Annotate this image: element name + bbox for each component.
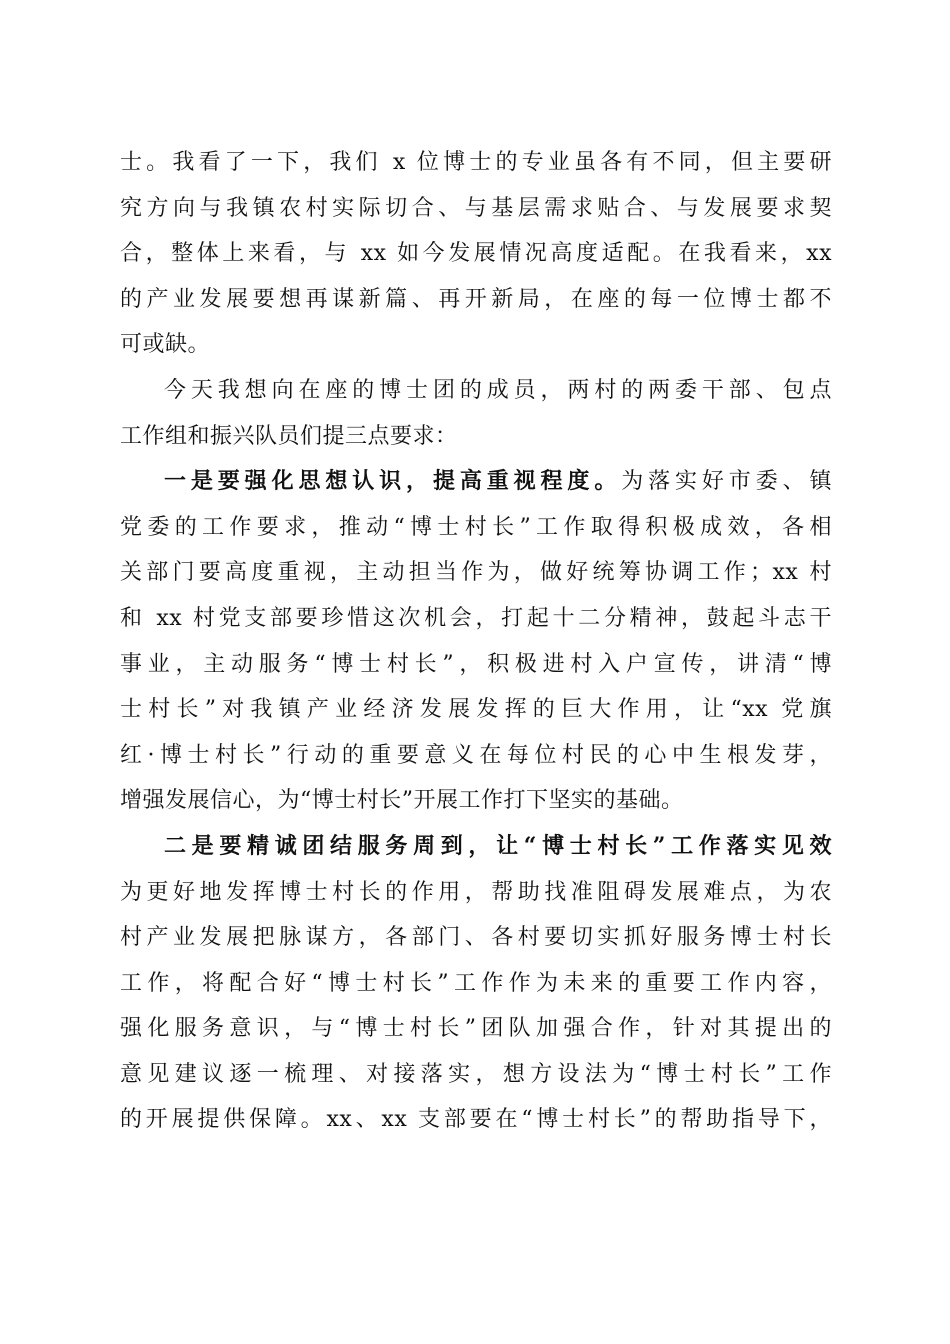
text-line: 党委的工作要求，推动“博士村长”工作取得积极成效，各相 [120,514,832,540]
heading-line-1 [120,459,832,505]
text-line: 工作组和振兴队员们提三点要求： [120,423,458,449]
heading-line-2: 二是要精诚团结服务周到，让“博士村长”工作落实见效 [164,832,832,859]
text-line: 的开展提供保障。xx、xx 支部要在“博士村长”的帮助指导下， [120,1107,832,1133]
text-line: 意见建议逐一梳理、对接落实，想方设法为“博士村长”工作 [120,1061,832,1087]
text-line: 村产业发展把脉谋方，各部门、各村要切实抓好服务博士村长 [120,925,832,951]
text-line: 红·博士村长”行动的重要意义在每位村民的心中生根发芽， [120,742,832,768]
text-line: 可或缺。 [120,332,211,358]
text-line: 的产业发展要想再谋新篇、再开新局，在座的每一位博士都不 [120,286,832,312]
text-line: 事业，主动服务“博士村长”，积极进村入户宣传，讲清“博 [120,651,832,677]
paragraph-first-line: 今天我想向在座的博士团的成员，两村的两委干部、包点 [164,377,832,403]
text-line: 关部门要高度重视，主动担当作为，做好统筹协调工作；xx 村 [120,560,832,586]
text-line: 强化服务意识，与“博士村长”团队加强合作，针对其提出的 [120,1016,832,1042]
text-line: 士。我看了一下，我们 x 位博士的专业虽各有不同，但主要研 [120,150,832,175]
text-line: 士村长”对我镇产业经济发展发挥的巨大作用，让“xx 党旗 [120,697,832,723]
heading-1-continuation: 为落实好市委、镇 [621,469,832,495]
document-body [120,140,832,1143]
text-line: 为更好地发挥博士村长的作用，帮助找准阻碍发展难点，为农 [120,879,832,905]
text-line: 工作，将配合好“博士村长”工作作为未来的重要工作内容， [120,970,832,996]
text-line: 和 xx 村党支部要珍惜这次机会，打起十二分精神，鼓起斗志干 [120,605,832,631]
bold-heading-1: 一是要强化思想认识，提高重视程度。 [164,468,622,495]
text-line: 合，整体上来看，与 xx 如今发展情况高度适配。在我看来，xx [120,241,832,267]
text-line: 增强发展信心，为“博士村长”开展工作打下坚实的基础。 [120,788,684,814]
text-line: 究方向与我镇农村实际切合、与基层需求贴合、与发展要求契 [120,195,832,221]
